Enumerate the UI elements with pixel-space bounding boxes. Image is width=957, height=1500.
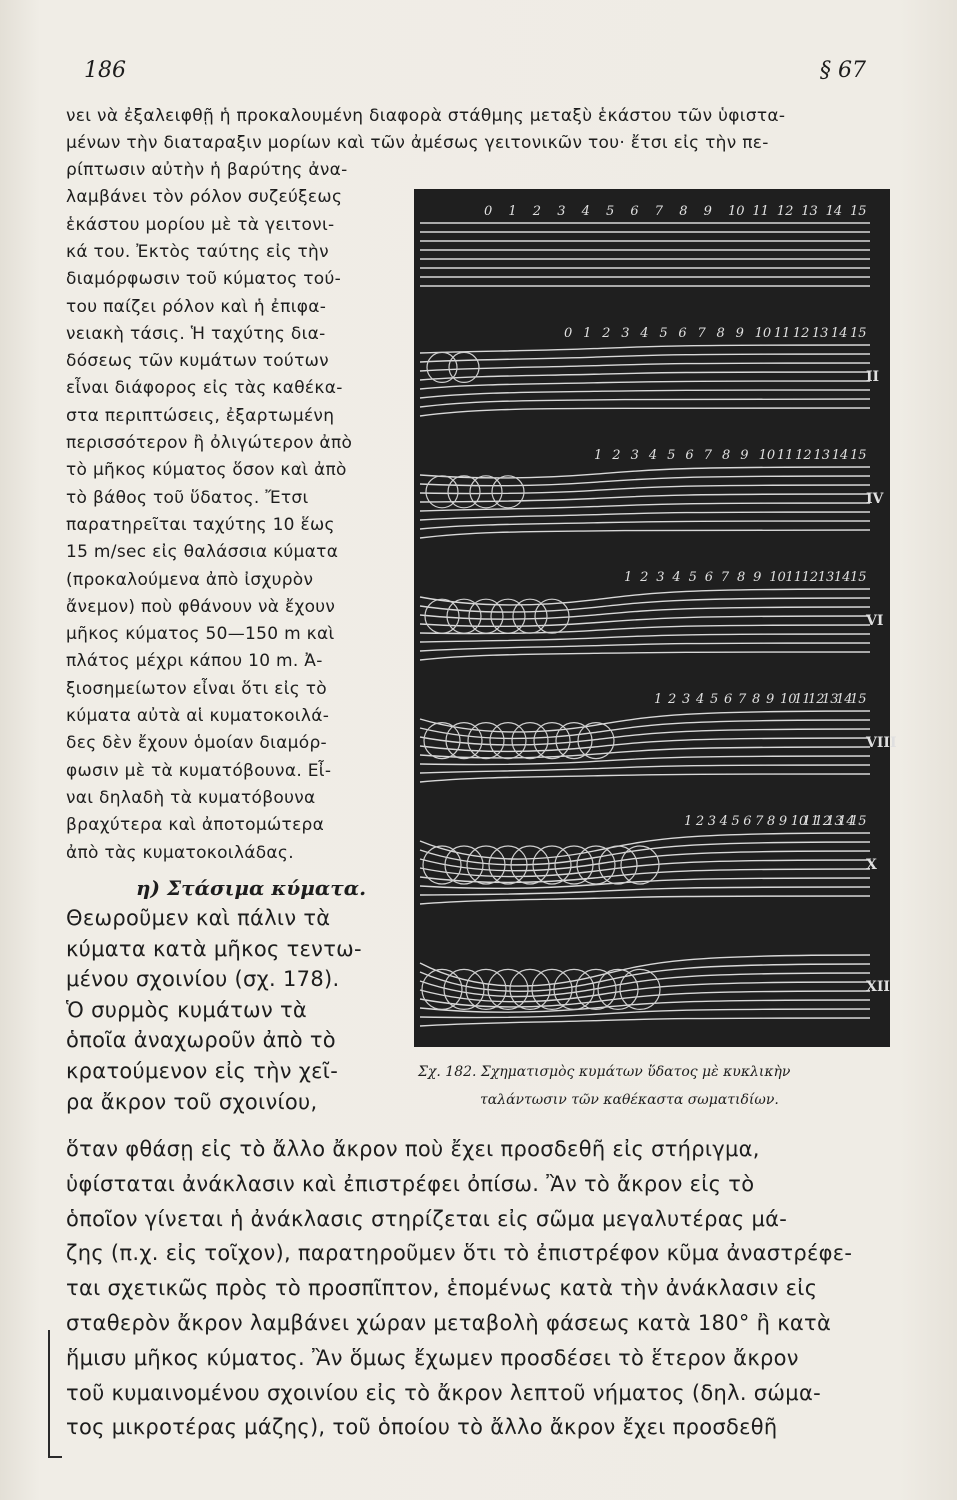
panel-roman-label: II <box>866 369 880 385</box>
position-numeral: 13 <box>817 570 835 585</box>
position-numeral: 13 <box>822 692 839 707</box>
position-numeral: 15 <box>850 204 867 219</box>
position-numeral: 8 <box>737 570 746 585</box>
position-numeral: 1 <box>624 570 633 585</box>
body-text-line: πλάτος μέχρι κάπου 10 m. Ἀ- <box>66 651 323 672</box>
position-numeral: 15 <box>850 692 867 707</box>
position-numeral: 6 <box>678 326 687 341</box>
position-numeral: 4 <box>696 692 705 707</box>
position-numeral: 12 <box>814 814 831 829</box>
position-numeral: 11 <box>802 814 820 829</box>
body-text-line: στα περιπτώσεις, ἐξαρτωμένη <box>66 405 335 426</box>
position-numeral: 8 <box>767 814 776 829</box>
body-text-line: 15 m/sec εἰς θαλάσσια κύματα <box>66 542 339 563</box>
position-numeral: 15 <box>850 570 867 585</box>
position-numeral: 15 <box>850 326 867 341</box>
position-numeral: 12 <box>795 448 812 463</box>
body-text-line: ἥμισυ μῆκος κύματος. Ἂν ὅμως ἔχωμεν προσδέσει τὸ ἕτερον ἄκρον <box>66 1345 799 1370</box>
particle-orbit <box>598 969 638 1009</box>
body-text-line: ναι δηλαδὴ τὰ κυματόβουνα <box>66 787 316 808</box>
panel-roman-label: IV <box>866 491 884 507</box>
body-text-line: διαμόρφωσιν τοῦ κύματος τού- <box>66 269 342 290</box>
particle-orbit <box>468 723 504 759</box>
position-numeral: 11 <box>785 570 802 585</box>
particle-orbit <box>490 723 526 759</box>
section-number: § 67 <box>820 58 866 83</box>
position-numeral: 11 <box>794 692 811 707</box>
position-numeral: 7 <box>697 326 706 341</box>
position-numeral: 10 <box>758 448 776 463</box>
body-text-line: δόσεως τῶν κυμάτων τούτων <box>66 351 329 372</box>
wave-line <box>420 408 870 416</box>
position-numeral: 13 <box>813 448 830 463</box>
position-numeral: 11 <box>776 448 794 463</box>
body-text-line: κύματα κατὰ μῆκος τεντω- <box>66 936 362 961</box>
wave-line <box>420 381 870 389</box>
position-numeral: 2 <box>668 692 677 707</box>
body-text-line: ἀπὸ τὰς κυματοκοιλάδας. <box>66 842 294 863</box>
position-numeral: 14 <box>830 326 848 341</box>
margin-line <box>48 1330 50 1458</box>
figure-caption-line-2: ταλάντωσιν τῶν καθέκαστα σωματιδίων. <box>480 1092 779 1108</box>
particle-orbit <box>534 723 570 759</box>
position-numeral: 9 <box>753 570 762 585</box>
position-numeral: 10 <box>780 692 797 707</box>
position-numeral: 7 <box>755 814 764 829</box>
particle-orbit <box>422 969 462 1009</box>
position-numeral: 14 <box>833 570 851 585</box>
position-numeral: 9 <box>778 814 788 829</box>
body-text-line: τος μικροτέρας μάζης), τοῦ ὁποίου τὸ ἄλλο ἄκρον ἔχει προσδεθῆ <box>66 1415 778 1440</box>
body-text-line: κύματα αὐτὰ αἱ κυματοκοιλά- <box>66 706 330 726</box>
position-numeral: 13 <box>826 814 843 829</box>
position-numeral: 9 <box>735 326 744 341</box>
body-text-line: λαμβάνει τὸν ρόλον συζεύξεως <box>66 187 343 208</box>
position-numeral: 8 <box>679 204 688 219</box>
position-numeral: 5 <box>688 570 697 585</box>
body-text-line: κά του. Ἐκτὸς ταύτης εἰς τὴν <box>66 241 329 262</box>
body-text-line: μένων τὴν διαταραξιν μορίων καὶ τῶν ἀμέσως γειτονικῶν του· ἔτσι εἰς τὴν πε- <box>66 133 769 153</box>
body-text-line: κρατούμενον εἰς τὴν χεῖ- <box>66 1059 339 1083</box>
wave-line <box>420 399 870 407</box>
wave-line <box>420 521 870 529</box>
wave-line <box>420 512 870 520</box>
position-numeral: 2 <box>532 204 542 219</box>
body-text-line: περισσότερον ἢ ὀλιγώτερον ἀπὸ <box>66 433 353 453</box>
particle-orbit <box>599 846 637 884</box>
position-numeral: 4 <box>648 448 658 463</box>
position-numeral: 11 <box>773 326 791 341</box>
wave-line <box>420 503 870 511</box>
position-numeral: 7 <box>654 204 664 219</box>
panel-roman-label: X <box>866 857 877 873</box>
particle-orbit <box>488 969 528 1009</box>
wave-line <box>420 530 870 538</box>
particle-orbit <box>510 969 550 1009</box>
position-numeral: 10 <box>728 204 745 219</box>
body-text-line: ρα ἄκρον τοῦ σχοινίου, <box>66 1089 318 1114</box>
wave-line <box>420 842 870 865</box>
figure-caption-line-1: Σχ. 182. Σχηματισμὸς κυμάτων ὕδατος μὲ κυκλικὴν <box>418 1064 791 1080</box>
figure-182 <box>414 189 897 1047</box>
wave-line <box>420 765 870 773</box>
body-text-line: ὑφίσταται ἀνάκλασιν καὶ ἐπιστρέφει ὀπίσω. Ἂν τὸ ἄκρον εἰς τὸ <box>66 1171 755 1196</box>
position-numeral: 3 <box>682 692 691 707</box>
panel-roman-label: XII <box>866 979 890 995</box>
position-numeral: 9 <box>740 448 749 463</box>
particle-orbit <box>447 599 481 633</box>
wave-line <box>420 607 870 619</box>
wave-line <box>420 345 870 353</box>
position-numeral: 12 <box>808 692 825 707</box>
position-numeral: 4 <box>719 814 728 829</box>
position-numeral: 2 <box>612 448 621 463</box>
position-numeral: 5 <box>606 204 615 219</box>
body-text-line: ρίπτωσιν αὐτὴν ἡ βαρύτης ἀνα- <box>66 160 348 180</box>
position-numeral: 4 <box>672 570 681 585</box>
body-text-line: (προκαλούμενα ἀπὸ ἰσχυρὸν <box>66 569 314 590</box>
position-numeral: 10 <box>769 570 786 585</box>
position-numeral: 5 <box>667 448 676 463</box>
position-numeral: 1 <box>594 448 603 463</box>
position-numeral: 9 <box>766 692 775 707</box>
body-text-line: ἑκάστου μορίου μὲ τὰ γειτονι- <box>66 214 335 235</box>
wave-line <box>420 1009 870 1018</box>
position-numeral: 10 <box>790 814 808 829</box>
body-text-line: νει νὰ ἐξαλειφθῇ ἡ προκαλουμένη διαφορὰ στάθμης μεταξὺ ἑκάστου τῶν ὑφιστα- <box>66 106 786 126</box>
position-numeral: 15 <box>850 814 867 829</box>
body-text-line: ἄνεμον) ποὺ φθάνουν νὰ ἔχουν <box>66 596 336 617</box>
panel-roman-label: VIII <box>866 735 897 751</box>
panel-roman-label: VI <box>866 613 884 629</box>
body-text-line: Ὁ συρμὸς κυμάτων τὰ <box>66 997 308 1022</box>
wave-line <box>420 1018 870 1026</box>
position-numeral: 14 <box>838 814 855 829</box>
particle-orbit <box>512 723 548 759</box>
position-numeral: 3 <box>630 448 639 463</box>
position-numeral: 11 <box>752 204 769 219</box>
body-text-line: ζης (π.χ. εἰς τοῖχον), παρατηροῦμεν ὅτι τὸ ἐπιστρέφον κῦμα ἀναστρέφε- <box>66 1241 853 1266</box>
wave-line <box>420 390 870 398</box>
position-numeral: 5 <box>710 692 719 707</box>
wave-line <box>420 896 870 904</box>
body-text-line: ξιοσημείωτον εἶναι ὅτι εἰς τὸ <box>66 678 327 699</box>
particle-orbit <box>423 846 461 884</box>
wave-line <box>420 363 870 371</box>
position-numeral: 3 <box>621 326 630 341</box>
position-numeral: 6 <box>685 448 694 463</box>
particle-orbit <box>533 846 571 884</box>
position-numeral: 4 <box>640 326 649 341</box>
body-text-line: τοῦ κυμαινομένου σχοινίου εἰς τὸ ἄκρον λεπτοῦ νήματος (δηλ. σώμα- <box>66 1380 821 1405</box>
position-numeral: 0 <box>564 326 573 341</box>
body-text-line: μῆκος κύματος 50—150 m καὶ <box>66 624 335 645</box>
position-numeral: 3 <box>656 570 665 585</box>
body-text-line: μένου σχοινίου (σχ. 178). <box>66 967 340 992</box>
body-text-line: ται σχετικῶς πρὸς τὸ προσπῖπτον, ἑπομένως κατὰ τὴν ἀνάκλασιν εἰς <box>66 1276 818 1301</box>
wave-line <box>420 652 870 660</box>
position-numeral: 12 <box>801 570 819 585</box>
position-numeral: 2 <box>640 570 649 585</box>
position-numeral: 2 <box>695 814 705 829</box>
position-numeral: 9 <box>703 204 712 219</box>
position-numeral: 1 <box>684 814 693 829</box>
position-numeral: 1 <box>654 692 663 707</box>
wave-line <box>420 964 870 991</box>
body-text-line: του παίζει ρόλον καὶ ἡ ἐπιφα- <box>66 296 327 317</box>
body-text-line: τὸ μῆκος κύματος ὅσον καὶ ἀπὸ <box>66 460 347 481</box>
position-numeral: 7 <box>738 692 747 707</box>
position-numeral: 0 <box>484 204 493 219</box>
position-numeral: 13 <box>801 204 818 219</box>
body-text-line: δες δὲν ἔχουν ὁμοίαν διαμόρ- <box>66 733 327 754</box>
position-numeral: 10 <box>754 326 772 341</box>
position-numeral: 6 <box>724 692 733 707</box>
margin-line-foot <box>48 1456 62 1458</box>
position-numeral: 2 <box>602 326 611 341</box>
body-text-line: εἶναι διάφορος εἰς τὰς καθέκα- <box>66 378 343 399</box>
wave-line <box>420 973 870 996</box>
position-numeral: 13 <box>811 326 829 341</box>
position-numeral: 1 <box>508 204 517 219</box>
body-text-line: ὅταν φθάσῃ εἰς τὸ ἄλλο ἄκρον ποὺ ἔχει προσδεθῆ εἰς στήριγμα, <box>66 1137 760 1161</box>
wave-formation-illustration <box>414 189 897 1047</box>
position-numeral: 14 <box>831 448 849 463</box>
position-numeral: 6 <box>630 204 639 219</box>
position-numeral: 8 <box>716 326 725 341</box>
position-numeral: 12 <box>792 326 810 341</box>
subheading: η) Στάσιμα κύματα. <box>136 876 367 900</box>
position-numeral: 14 <box>836 692 853 707</box>
wave-line <box>420 774 870 782</box>
body-text-line: παρατηρεῖται ταχύτης 10 ἕως <box>66 514 335 535</box>
position-numeral: 5 <box>659 326 668 341</box>
body-text-line: τὸ βάθος τοῦ ὕδατος. Ἔτσι <box>66 487 309 508</box>
position-numeral: 7 <box>720 570 730 585</box>
position-numeral: 8 <box>752 692 761 707</box>
position-numeral: 15 <box>850 448 867 463</box>
position-numeral: 1 <box>583 326 592 341</box>
wave-line <box>420 372 870 380</box>
position-numeral: 4 <box>581 204 590 219</box>
wave-line <box>420 643 870 651</box>
position-numeral: 3 <box>557 204 566 219</box>
position-numeral: 14 <box>825 204 843 219</box>
position-numeral: 8 <box>722 448 731 463</box>
position-numeral: 3 <box>707 814 716 829</box>
body-text-line: ὁποῖα ἀναχωροῦν ἀπὸ τὸ <box>66 1028 336 1053</box>
position-numeral: 12 <box>776 204 794 219</box>
page-number: 186 <box>84 58 126 83</box>
wave-line <box>420 634 870 642</box>
position-numeral: 5 <box>731 814 740 829</box>
position-numeral: 7 <box>703 448 712 463</box>
body-text-line: Θεωροῦμεν καὶ πάλιν τὰ <box>66 906 331 930</box>
position-numeral: 6 <box>743 814 752 829</box>
body-text-line: βραχύτερα καὶ ἀποτομώτερα <box>66 815 325 836</box>
wave-line <box>420 354 870 362</box>
body-text-line: ὁποῖον γίνεται ἡ ἀνάκλασις στηρίζεται εἰς σῶμα μεγαλυτέρας μά- <box>66 1206 788 1231</box>
wave-line <box>420 494 870 502</box>
body-text-line: νειακὴ τάσις. Ἡ ταχύτης δια- <box>66 323 326 344</box>
position-numeral: 6 <box>704 570 713 585</box>
particle-orbit <box>492 476 524 508</box>
body-text-line: σταθερὸν ἄκρον λαμβάνει χώραν μεταβολὴ φάσεως κατὰ 180° ἢ κατὰ <box>66 1311 832 1335</box>
body-text-line: φωσιν μὲ τὰ κυματόβουνα. Εἶ- <box>66 760 332 781</box>
